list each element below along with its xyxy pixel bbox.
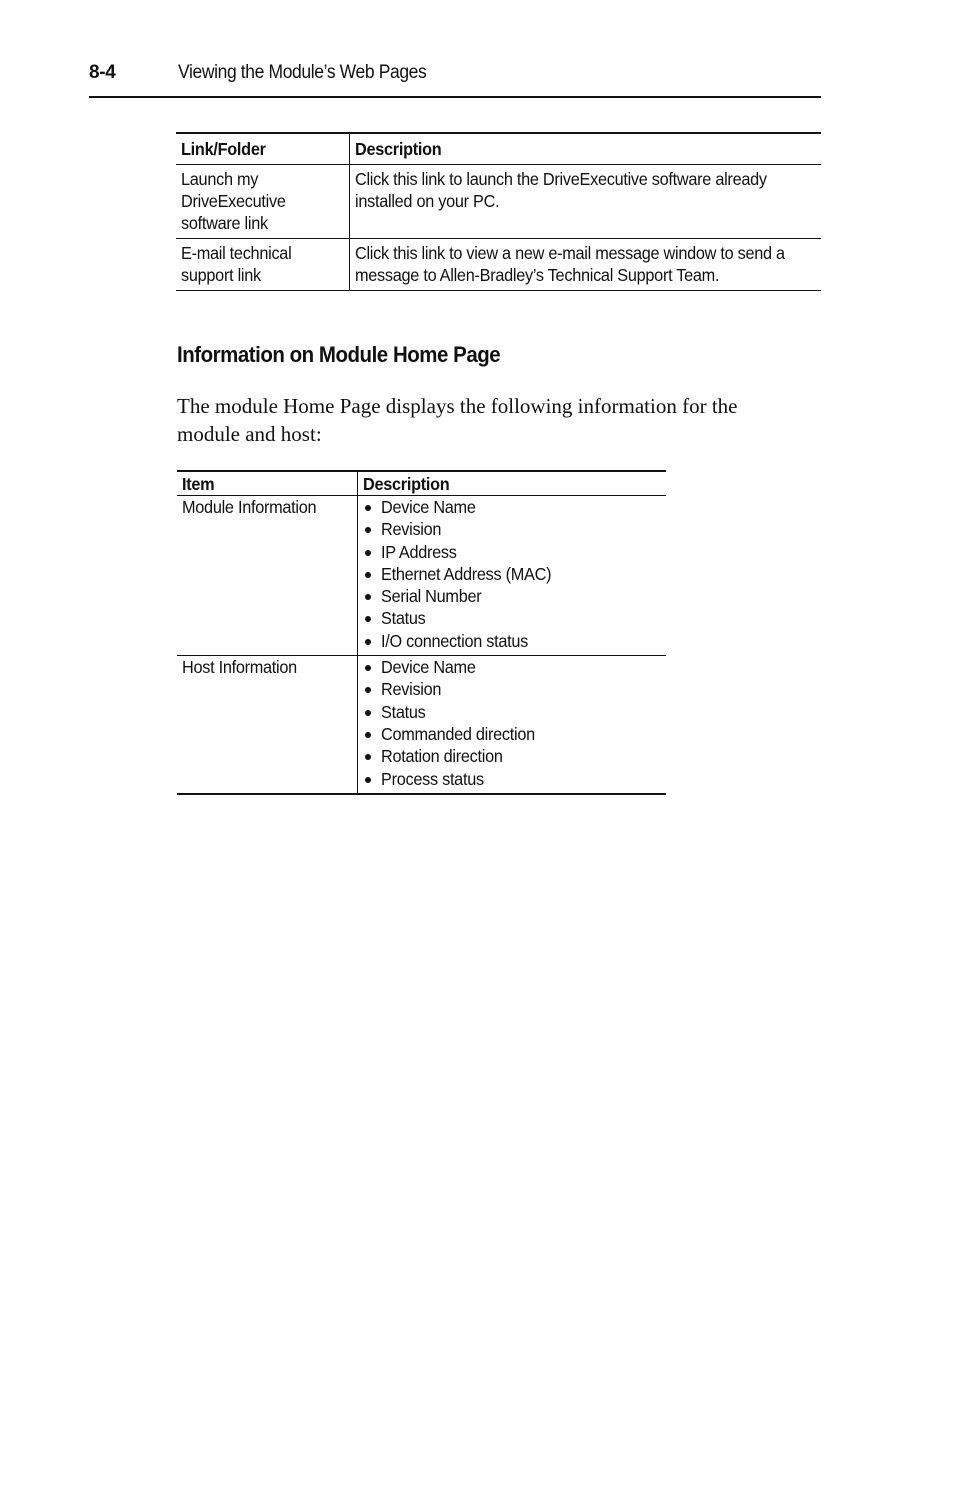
list-item: IP Address <box>363 541 662 563</box>
home-page-info-table <box>177 470 666 795</box>
column-header-item: Item <box>177 471 358 496</box>
intro-line: The module Home Page displays the following information for the <box>177 394 738 418</box>
cell-line: software link <box>181 213 268 233</box>
cell-line: installed on your PC. <box>354 191 500 211</box>
list-item: Rotation direction <box>363 745 662 767</box>
table-row <box>177 496 666 656</box>
cell-line: message to Allen-Bradley’s Technical Support Team. <box>354 265 720 285</box>
link-name-cell <box>176 239 349 291</box>
list-item: Device Name <box>363 496 662 518</box>
cell-line: DriveExecutive <box>181 191 286 211</box>
cell-line: E-mail technical <box>181 243 292 263</box>
table-row <box>177 656 666 794</box>
section-heading: Information on Module Home Page <box>177 342 501 367</box>
link-name-cell <box>176 165 349 239</box>
list-item: Device Name <box>363 656 662 678</box>
intro-paragraph <box>177 393 787 448</box>
intro-line: module and host: <box>177 421 322 446</box>
list-item: Revision <box>363 678 662 700</box>
item-cell: Module Information <box>177 496 358 656</box>
links-table-header-row <box>176 133 821 165</box>
list-item: I/O connection status <box>363 630 662 652</box>
list-item: Status <box>363 701 662 723</box>
cell-line: Launch my <box>181 169 259 189</box>
list-item: Serial Number <box>363 585 662 607</box>
column-header-link-folder: Link/Folder <box>176 133 349 165</box>
list-item: Process status <box>363 768 662 790</box>
link-description-cell <box>349 239 821 291</box>
list-item: Commanded direction <box>363 723 662 745</box>
host-info-list <box>363 656 662 790</box>
bullet-list-cell <box>358 496 667 656</box>
running-header-title: Viewing the Module’s Web Pages <box>178 62 427 83</box>
list-item: Ethernet Address (MAC) <box>363 563 662 585</box>
cell-line: support link <box>181 265 261 285</box>
bullet-list-cell <box>358 656 667 794</box>
column-header-description: Description <box>358 471 667 496</box>
cell-line: Click this link to launch the DriveExecutive software already <box>354 169 767 189</box>
item-cell: Host Information <box>177 656 358 794</box>
cell-line: Click this link to view a new e-mail message window to send a <box>354 243 785 263</box>
page-number: 8-4 <box>89 62 116 83</box>
list-item: Status <box>363 607 662 629</box>
links-table <box>176 132 821 291</box>
header-rule <box>89 96 821 98</box>
column-header-description: Description <box>349 133 821 165</box>
table-row <box>176 239 821 291</box>
info-table-header-row <box>177 471 666 496</box>
module-info-list <box>363 496 662 652</box>
link-description-cell <box>349 165 821 239</box>
table-row <box>176 165 821 239</box>
list-item: Revision <box>363 518 662 540</box>
